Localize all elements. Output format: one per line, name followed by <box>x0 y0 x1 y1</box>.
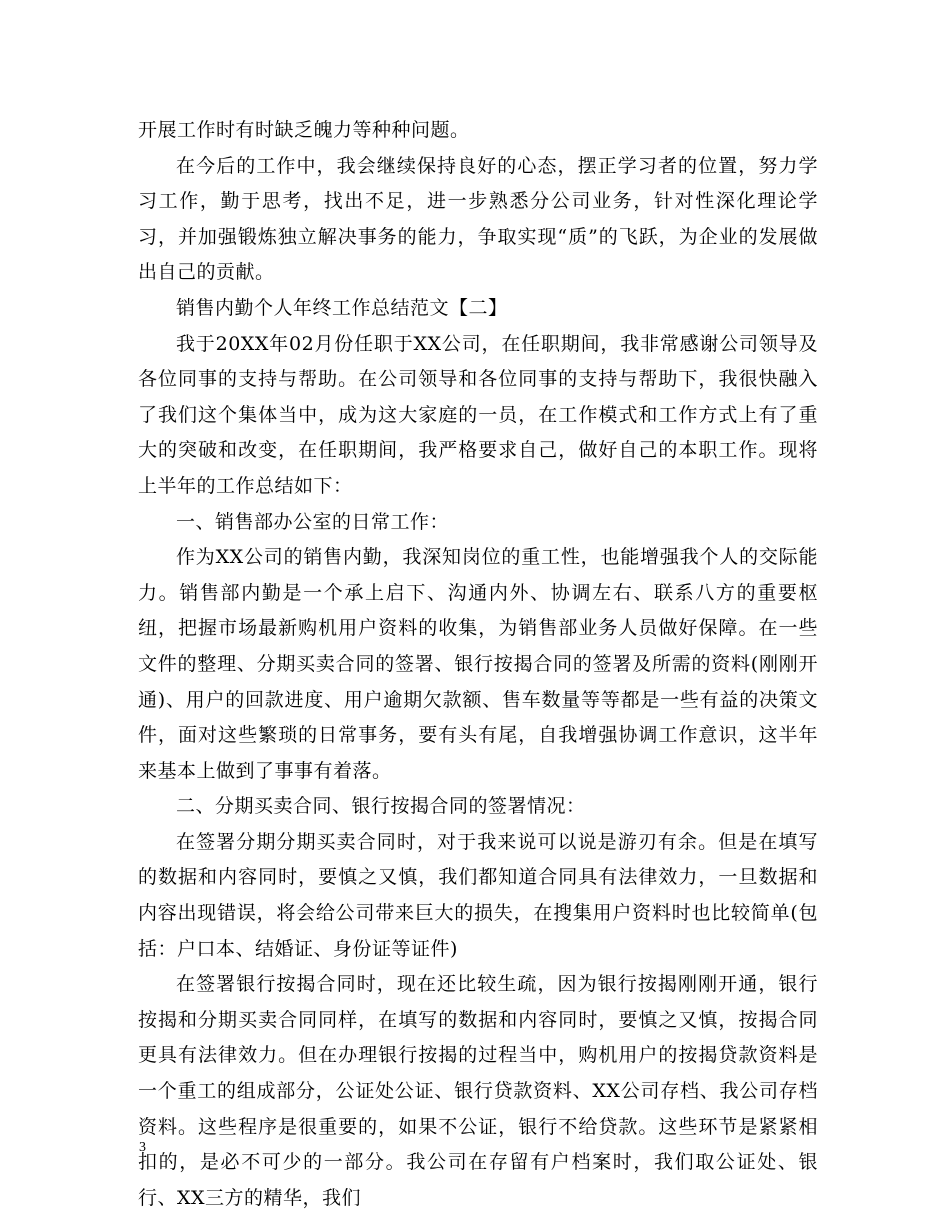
paragraph-6: 在签署银行按揭合同时，现在还比较生疏，因为银行按揭刚刚开通，银行按揭和分期买卖合同同样，在填写的数据和内容同时，要慎之又慎，按揭合同更具有法律效力。但在办理银行按揭的过程当中，购机用户的按揭贷款资料是一个重工的组成部分，公证处公证、银行贷款资料、XX公司存档、我公司存档资料。这些程序是很重要的，如果不公证，银行不给贷款。这些环节是紧紧相扣的，是必不可少的一部分。我公司在存留有户档案时，我们取公证处、银行、XX三方的精华，我们 <box>138 973 818 1209</box>
section-title: 销售内勤个人年终工作总结范文【二】 <box>176 296 508 319</box>
heading-2: 二、分期买卖合同、银行按揭合同的签署情况： <box>176 795 586 818</box>
paragraph-5: 在签署分期分期买卖合同时，对于我来说可以说是游刃有余。但是在填写的数据和内容同时，要慎之又慎，我们都知道合同具有法律效力，一旦数据和内容出现错误，将会给公司带来巨大的损失，在搜集用户资料时也比较简单(包括：户口本、结婚证、身份证等证件) <box>138 830 818 960</box>
paragraph-4: 作为XX公司的销售内勤，我深知岗位的重工性，也能增强我个人的交际能力。销售部内勤是一个承上启下、沟通内外、协调左右、联系八方的重要枢纽，把握市场最新购机用户资料的收集，为销售部业务人员做好保障。在一些文件的整理、分期买卖合同的签署、银行按揭合同的签署及所需的资料(刚刚开通)、用户的回款进度、用户逾期欠款额、售车数量等等都是一些有益的决策文件，面对这些繁琐的日常事务，要有头有尾，自我增强协调工作意识，这半年来基本上做到了事事有着落。 <box>138 546 818 782</box>
heading-1: 一、销售部办公室的日常工作： <box>176 510 450 533</box>
paragraph-1: 开展工作时有时缺乏魄力等种种问题。 <box>138 119 470 141</box>
paragraph-2: 在今后的工作中，我会继续保持良好的心态，摆正学习者的位置，努力学习工作，勤于思考，找出不足，进一步熟悉分公司业务，针对性深化理论学习，并加强锻炼独立解决事务的能力，争取实现“质”的飞跃，为企业的发展做出自己的贡献。 <box>138 154 818 284</box>
page-number: 3 <box>139 1140 146 1155</box>
paragraph-3: 我于20XX年02月份任职于XX公司，在任职期间，我非常感谢公司领导及各位同事的支持与帮助。在公司领导和各位同事的支持与帮助下，我很快融入了我们这个集体当中，成为这大家庭的一员，在工作模式和工作方式上有了重大的突破和改变，在任职期间，我严格要求自己，做好自己的本职工作。现将上半年的工作总结如下： <box>138 332 818 497</box>
document-body <box>138 113 818 1216</box>
